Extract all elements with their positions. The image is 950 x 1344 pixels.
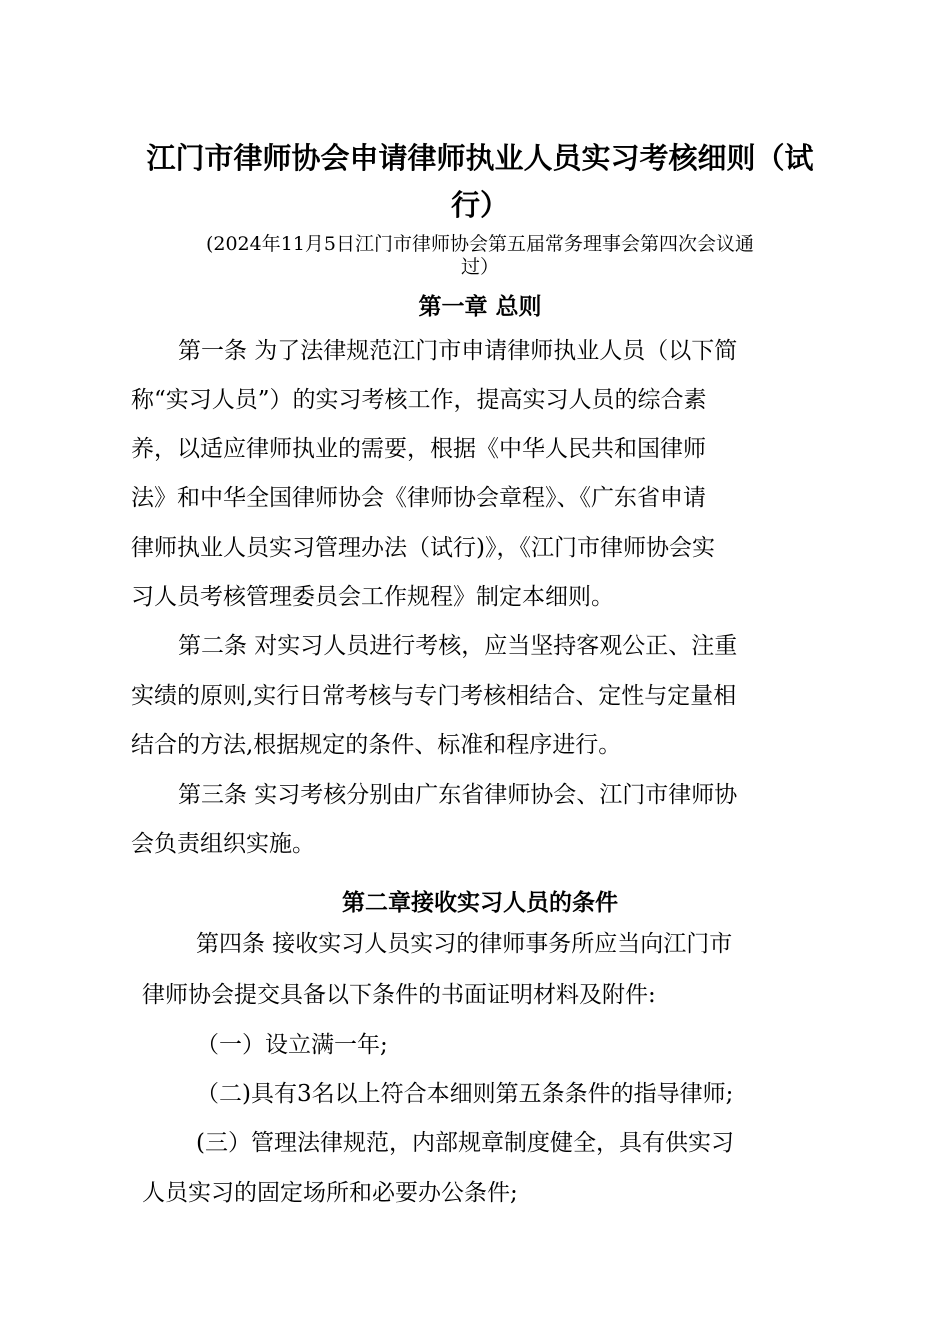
- article-3-line-2: 会负责组织实施。: [131, 831, 315, 857]
- article-4-line-2: 律师协会提交具备以下条件的书面证明材料及附件:: [142, 982, 656, 1008]
- item-3-line-2: 人员实习的固定场所和必要办公条件;: [142, 1180, 518, 1206]
- article-1-line-6: 习人员考核管理委员会工作规程》制定本细则。: [131, 584, 614, 610]
- document-title-line-1: 江门市律师协会申请律师执业人员实习考核细则（试: [146, 141, 814, 175]
- article-1-line-1: 第一条 为了法律规范江门市申请律师执业人员（以下简: [178, 338, 738, 364]
- document-title-line-2: 行）: [450, 188, 509, 222]
- chapter-1-heading: 第一章 总则: [418, 294, 542, 320]
- item-3-line-1: (三）管理法律规范，内部规章制度健全，具有供实习: [196, 1130, 734, 1156]
- article-2-line-2: 实绩的原则,实行日常考核与专门考核相结合、定性与定量相: [131, 683, 737, 709]
- article-4-line-1: 第四条 接收实习人员实习的律师事务所应当向江门市: [196, 931, 733, 957]
- document-subtitle-line-2: 过）: [460, 256, 499, 278]
- article-1-line-5: 律师执业人员实习管理办法（试行)》，《江门市律师协会实: [131, 535, 715, 561]
- article-1-line-3: 养，以适应律师执业的需要，根据《中华人民共和国律师: [131, 436, 706, 462]
- item-2: （二)具有3名以上符合本细则第五条条件的指导律师;: [196, 1081, 734, 1107]
- article-2-line-1: 第二条 对实习人员进行考核，应当坚持客观公正、注重: [178, 633, 738, 659]
- article-1-line-2: 称“实习人员”）的实习考核工作，提高实习人员的综合素: [131, 387, 707, 413]
- item-1: （一）设立满一年;: [196, 1032, 388, 1058]
- article-2-line-3: 结合的方法,根据规定的条件、标准和程序进行。: [131, 732, 622, 758]
- chapter-2-heading: 第二章接收实习人员的条件: [342, 890, 618, 916]
- article-1-line-4: 法》和中华全国律师协会《律师协会章程》、《广东省申请: [131, 485, 706, 511]
- article-3-line-1: 第三条 实习考核分别由广东省律师协会、江门市律师协: [178, 782, 738, 808]
- document-subtitle-line-1: (2024年11月5日江门市律师协会第五届常务理事会第四次会议通: [205, 233, 755, 255]
